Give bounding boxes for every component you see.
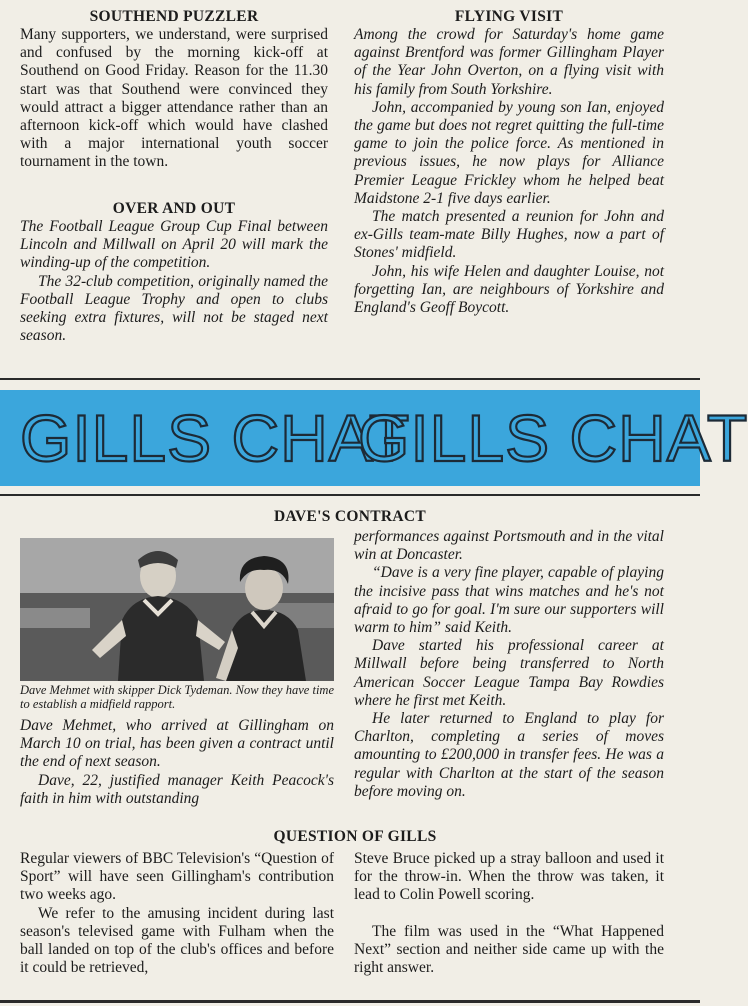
- banner-title-right: GILLS CHAT: [358, 401, 748, 475]
- daves-contract-p1: Dave Mehmet, who arrived at Gillingham on March 10 on trial, has been given a contract until the end of next season.: [20, 717, 334, 771]
- southend-article: [20, 8, 328, 172]
- photo-caption: Dave Mehmet with skipper Dick Tydeman. Now they have time to establish a midfield rapport.: [20, 683, 334, 711]
- question-of-gills-left: [20, 850, 334, 977]
- daves-contract-right: [354, 528, 664, 801]
- divider-bottom: [0, 1000, 700, 1003]
- gills-chat-banner: [0, 390, 748, 486]
- daves-contract-p2: Dave, 22, justified manager Keith Peacock's faith in him with outstanding: [20, 771, 334, 807]
- flying-visit-p3: The match presented a reunion for John and ex-Gills team-mate Billy Hughes, now a part of Stones' midfield.: [354, 208, 664, 262]
- over-and-out-article: [20, 200, 328, 345]
- question-of-gills-r1: Steve Bruce picked up a stray balloon and used it for the throw-in. When the throw was taken, it lead to Colin Powell scoring.: [354, 850, 664, 904]
- divider-mid: [0, 494, 700, 496]
- question-of-gills-r2: The film was used in the “What Happened Next” section and neither side came up with the right answer.: [354, 922, 664, 977]
- daves-contract-r4: He later returned to England to play for Charlton, completing a series of moves amounting to £200,000 in transfer fees. He was a regular with Charlton at the start of the season before moving on.: [354, 710, 664, 800]
- daves-contract-left: [20, 717, 334, 808]
- daves-contract-r2: “Dave is a very fine player, capable of playing the incisive pass that wins matches and he's not afraid to go for goal. I'm sure our supporters will warm to him” said Keith.: [354, 564, 664, 637]
- over-and-out-p2: The 32-club competition, originally named the Football League Trophy and open to clubs seeking extra fixtures, will not be staged next season.: [20, 272, 328, 345]
- flying-visit-p1: Among the crowd for Saturday's home game against Brentford was former Gillingham Player of the Year John Overton, on a flying visit with his family from South Yorkshire.: [354, 26, 664, 98]
- question-of-gills-l2: We refer to the amusing incident during last season's televised game with Fulham when the ball landed on top of the club's offices and before it could be retrieved,: [20, 904, 334, 977]
- daves-contract-r3: Dave started his professional career at Millwall before being transferred to North American Soccer League Tampa Bay Rowdies where he first met Keith.: [354, 637, 664, 709]
- flying-visit-heading: FLYING VISIT: [454, 8, 564, 25]
- players-photo-image: [20, 538, 334, 681]
- question-of-gills-l1: Regular viewers of BBC Television's “Question of Sport” will have seen Gillingham's contribution two weeks ago.: [20, 850, 334, 904]
- over-and-out-p1: The Football League Group Cup Final between Lincoln and Millwall on April 20 will mark the winding-up of the competition.: [20, 218, 328, 272]
- southend-heading: SOUTHEND PUZZLER: [89, 8, 259, 25]
- over-and-out-heading: OVER AND OUT: [112, 200, 236, 217]
- flying-visit-p4: John, his wife Helen and daughter Louise, not forgetting Ian, are neighbours of Yorkshire and England's Geoff Boycott.: [354, 262, 664, 317]
- question-of-gills-heading: QUESTION OF GILLS: [273, 828, 437, 845]
- daves-contract-r1: performances against Portsmouth and in the vital win at Doncaster.: [354, 528, 664, 564]
- southend-body: Many supporters, we understand, were surprised and confused by the morning kick-off at Southend on Good Friday. Reason for the 11.30 start was that Southend were convinced they would attract a bigger attendance rather than an afternoon kick-off which would have clashed with a major international youth soccer tournament in the town.: [20, 26, 328, 171]
- banner-title-left: GILLS CHAT: [20, 401, 411, 475]
- daves-contract-heading: DAVE'S CONTRACT: [274, 508, 426, 525]
- flying-visit-article: [354, 8, 664, 317]
- divider-top: [0, 378, 700, 380]
- players-photo: [20, 538, 334, 681]
- flying-visit-p2: John, accompanied by young son Ian, enjoyed the game but does not regret quitting the full-time game to join the police force. As mentioned in previous issues, he now plays for Alliance Premier League Frickley whom he helped beat Maidstone 2-1 five days earlier.: [354, 98, 664, 207]
- question-of-gills-right: [354, 850, 664, 977]
